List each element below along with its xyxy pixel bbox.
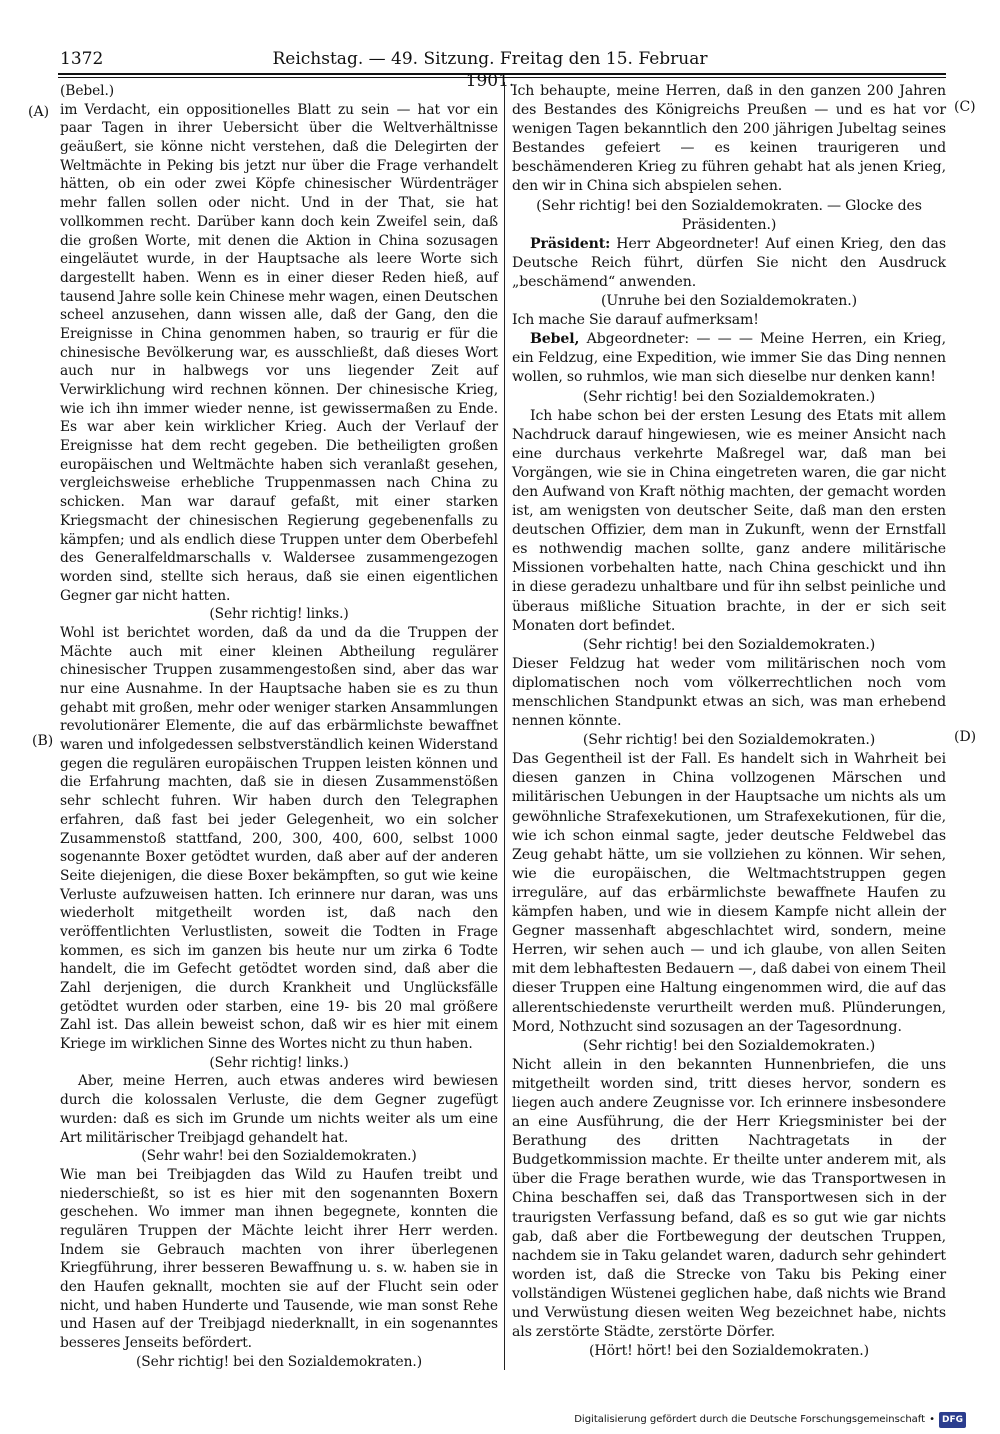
speaker-name: Bebel, xyxy=(530,331,580,348)
margin-marker-c: (C) xyxy=(954,99,976,115)
paragraph-text: im Verdacht, ein oppositionelles Blatt zu sein — hat vor ein paar Tagen in ihrer Uebersicht über die Weltverhältnisse geäußert, sie könne nicht verstehen, daß die Delegirten der Weltmächte in Peking bis jetzt nur über die Frage verhandelt hätten, ob ein oder zwei Köpfe chinesischer Würdenträger mehr fallen sollen oder nicht. Und in der That, sie hat vollkommen recht. Darüber kann doch kein Zweifel sein, daß die großen Worte, mit denen die Aktion in China sozusagen eingeläutet wurde, in der Hauptsache als leere Worte sich dargestellt haben. Wenn es in einer dieser Reden hieß, auf tausend Jahre solle kein Chinese mehr wagen, einen Deutschen scheel anzusehen, dann wissen alle, daß der Gang, den die Ereignisse in China genommen haben, so traurig er für die chinesische Bevölkerung war, es ausschließt, daß dieses Wort auch nur in halbwegs vor uns liegender Zeit auf Verwirklichung wird rechnen können. Der chinesische Krieg, wie ich ihn immer wieder nenne, ist gewissermaßen zu Ende. Es war aber kein wirklicher Krieg. Auch der Verlauf der Ereignisse hat dem recht gegeben. Die betheiligten großen europäischen und Weltmächte haben sich veranlaßt gesehen, vergleichsweise erhebliche Truppenmassen nach China zu schicken. Man war darauf gefaßt, mit einer starken Kriegsmacht der chinesischen Regierung gegebenenfalls zu kämpfen; und als endlich diese Truppen unter dem Oberbefehl des Generalfeldmarschalls v. Waldersee zusammengezogen worden sind, stellte sich heraus, daß sie einen eigentlichen Gegner gar nicht hatten. xyxy=(60,101,499,604)
paragraph-text: Abgeordneter: — — — Meine Herren, ein Krieg, ein Feldzug, eine Expedition, wie immer Sie das Ding nennen wollen, so ruhmlos, wie man sich dieselbe nur denken kann! xyxy=(512,331,946,386)
paragraph-text: (Hört! hört! bei den Sozialdemokraten.) xyxy=(588,1343,870,1360)
paragraph-text: Ich mache Sie darauf aufmerksam! xyxy=(512,312,759,329)
paragraph-text: Dieser Feldzug hat weder vom militärischen noch vom diplomatischen noch vom völkerrechtlichen noch vom menschlichen Standpunkt etwas an sich, was man erhebend nennen könnte. xyxy=(512,655,946,730)
paragraph-text: Aber, meine Herren, auch etwas anderes wird bewiesen durch die kolossalen Verluste, die dem Gegner zugefügt wurden: daß es sich im Grunde um nichts weiter als um eine Art militärischer Treibjagd gehandelt hat. xyxy=(60,1073,498,1146)
interjection xyxy=(512,1342,946,1361)
paragraph-text: (Sehr richtig! bei den Sozialdemokraten.) xyxy=(582,732,876,749)
paragraph-text: (Bebel.) xyxy=(60,83,115,99)
credit-separator: • xyxy=(929,1414,935,1425)
margin-marker-b: (B) xyxy=(32,733,54,749)
paragraph-text: Nicht allein in den bekannten Hunnenbriefen, die uns mitgetheilt worden sind, tritt dieses hervor, sondern es liegen auch andere Zeugnisse vor. Ich erinnere insbesondere an eine Ausführung, die der Herr Kriegsminister bei der Berathung des dritten Nachtragetats in der Budgetkommission machte. Er theilte unter anderem mit, als über die Frage berathen wurde, wie das Transportwesen in China beschaffen sei, daß das Transportwesen sich in der traurigsten Verfassung befand, daß es so gut wie gar nichts gab, daß aber die Fortbewegung der deutschen Truppen, nachdem sie in Taku gelandet waren, dadurch sehr gehindert worden ist, daß die Strecke von Taku bis Peking einer vollständigen Wüstenei geglichen habe, daß nichts wie Brand und Verwüstung diesen weiten Weg bezeichnet habe, nichts als zerstörte Städte, zerstörte Dörfer. xyxy=(512,1056,946,1341)
dfg-logo: DFG xyxy=(939,1412,966,1428)
column-divider xyxy=(504,82,505,1370)
paragraph xyxy=(512,235,946,292)
paragraph-text: (Sehr richtig! links.) xyxy=(209,606,349,623)
paragraph xyxy=(60,624,498,1054)
interjection xyxy=(512,731,946,750)
credit-text: Digitalisierung gefördert durch die Deutsche Forschungsgemeinschaft xyxy=(574,1414,926,1425)
paragraph-text: (Sehr richtig! bei den Sozialdemokraten. — Glocke des Präsidenten.) xyxy=(536,197,922,233)
header-rule xyxy=(58,73,946,75)
paragraph xyxy=(60,1166,498,1353)
left-column xyxy=(60,82,498,1371)
paragraph-text: (Sehr richtig! bei den Sozialdemokraten.) xyxy=(582,636,876,653)
paragraph xyxy=(512,330,946,387)
paragraph-text: (Sehr richtig! bei den Sozialdemokraten.) xyxy=(582,388,876,405)
right-column xyxy=(512,82,946,1361)
interjection xyxy=(512,292,946,311)
interjection xyxy=(512,388,946,407)
paragraph xyxy=(512,82,946,197)
paragraph-text: Ich habe schon bei der ersten Lesung des Etats mit allem Nachdruck darauf hingewiesen, wie es meiner Ansicht nach eine durchaus verkehrte Maßregel war, daß man bei Vorgängen, wie sie in China eingetreten waren, die gar nicht den Aufwand von Kraft nöthig machten, der gemacht worden ist, am wenigsten von deutscher Seite, daß man den ersten deutschen Offizier, dem man in Zukunft, wenn der Ernstfall es nothwendig machen sollte, ganz andere militärische Missionen vorbehalten hatte, nach China geschickt und ihn in diese geradezu unhaltbare und für ihn selbst peinliche und überaus mißliche Situation brachte, in der er sich seit Monaten dort befindet. xyxy=(512,407,946,634)
paragraph-text: Wie man bei Treibjagden das Wild zu Haufen treibt und niederschießt, so ist es hier mit den sogenannten Boxern geschehen. Wo immer man ihnen begegnete, konnten die regulären Truppen der Mächte leicht ihrer Herr werden. Indem sie Gebrauch machten von ihrer überlegenen Kriegführung, ihrer besseren Bewaffnung u. s. w. haben sie in den Haufen geknallt, mochten sie auf der Flucht sein oder nicht, und haben Hunderte und Tausende, wie man sonst Rehe und Hasen auf der Treibjagd niederknallt, in ein sogenanntes besseres Jenseits befördert. xyxy=(60,1166,498,1352)
paragraph xyxy=(512,750,946,1036)
speaker-name: Präsident: xyxy=(530,235,611,252)
header-rule-thin xyxy=(58,77,946,78)
paragraph-text: (Sehr richtig! links.) xyxy=(209,1054,349,1071)
interjection xyxy=(60,1353,498,1372)
page-number: 1372 xyxy=(60,49,104,69)
paragraph xyxy=(60,82,498,101)
paragraph-text: (Sehr richtig! bei den Sozialdemokraten.) xyxy=(136,1353,422,1370)
paragraph-text: (Sehr wahr! bei den Sozialdemokraten.) xyxy=(141,1148,417,1165)
interjection xyxy=(60,1147,498,1166)
paragraph xyxy=(512,311,946,330)
paragraph-text: Wohl ist berichtet worden, daß da und da die Truppen der Mächte auch mit einer kleinen Abtheilung regulärer chinesischer Truppen zusammengestoßen sind, aber das war nur eine Ausnahme. In der Hauptsache haben sie es zu thun gehabt mit großen, mehr oder weniger starken Ansammlungen revolutionärer Elemente, die auf das erbärmlichste bewaffnet waren und infolgedessen selbstverständlich keinen Widerstand gegen die regulären europäischen Truppen leisten können und die Erfahrung machten, daß sie in diesen Zusammenstößen sehr schlecht fuhren. Wir haben durch den Telegraphen erfahren, daß fast bei jeder Gelegenheit, wo ein solcher Zusammenstoß stattfand, 200, 300, 400, 600, selbst 1000 sogenannte Boxer getödtet wurden, daß aber auf der anderen Seite diejenigen, die diese Boxer bekämpften, so gut wie keine Verluste aufzuweisen hatten. Ich erinnere nur daran, was uns wiederholt mitgetheilt worden ist, daß nach den veröffentlichten Verlustlisten, soweit die Todten in Frage kommen, es sich im ganzen bis heute nur um zirka 6 Todte handelt, die im Gefecht getödtet worden sind, daß aber die Zahl derjenigen, die durch Krankheit und Unglücksfälle getödtet wurden oder starben, eine 19- bis 20 mal größere Zahl ist. Das allein beweist schon, daß wir es hier mit einem Kriege im wirklichen Sinne des Wortes nicht zu thun haben. xyxy=(60,624,498,1053)
paragraph xyxy=(60,101,498,606)
interjection xyxy=(512,1037,946,1056)
interjection xyxy=(60,1054,498,1073)
paragraph-text: Ich behaupte, meine Herren, daß in den ganzen 200 Jahren des Bestandes des Königreichs Preußen — und es hat vor wenigen Tagen bekanntlich den 200 jährigen Jubeltag seines Bestandes gefeiert — es keinen traurigeren und beschämenderen Krieg zu führen gehabt hat als jenen Krieg, den wir in China sich abspielen sehen. xyxy=(512,83,946,195)
interjection xyxy=(512,636,946,655)
paragraph xyxy=(60,1072,498,1147)
interjection xyxy=(60,605,498,624)
margin-marker-d: (D) xyxy=(954,729,977,745)
paragraph-text: (Sehr richtig! bei den Sozialdemokraten.) xyxy=(582,1037,876,1054)
paragraph xyxy=(512,1056,946,1342)
paragraph-text: Herr Abgeordneter! Auf einen Krieg, den das Deutsche Reich führt, dürfen Sie nicht den Ausdruck „beschämend“ anwenden. xyxy=(512,235,946,290)
interjection xyxy=(512,197,946,235)
paragraph-text: (Unruhe bei den Sozialdemokraten.) xyxy=(600,293,858,310)
digitization-credit xyxy=(574,1412,966,1428)
paragraph xyxy=(512,655,946,731)
paragraph-text: Das Gegentheil ist der Fall. Es handelt sich in Wahrheit bei diesen ganzen in China vollzogenen Märschen und militärischen Uebungen in der Hauptsache um nichts als um gewöhnliche Strafexekutionen, um Strafexekutionen, für die, wie ich schon einmal sagte, jeder deutsche Feldwebel das Zeug gehabt hätte, um sie vollziehen zu können. Wir sehen, wie die europäischen, die Weltmachtstruppen gegen irreguläre, auf das erbärmlichste bewaffnete Haufen zu kämpfen haben, und wie in diesem Kampfe nicht allein der Gegner massenhaft abgeschlachtet wird, sondern, meine Herren, wir sehen auch — und ich glaube, von allen Seiten mit dem lebhaftesten Bedauern —, daß dabei von einem Theil dieser Truppen eine Haltung eingenommen wird, die auf das allerentschiedenste verurtheilt werden muß. Plünderungen, Mord, Nothzucht sind sozusagen an der Tagesordnung. xyxy=(512,751,947,1035)
paragraph xyxy=(512,407,946,636)
margin-marker-a: (A) xyxy=(28,104,50,120)
running-title: Reichstag. — 49. Sitzung. Freitag den 15. Februar 1901. xyxy=(272,49,708,91)
